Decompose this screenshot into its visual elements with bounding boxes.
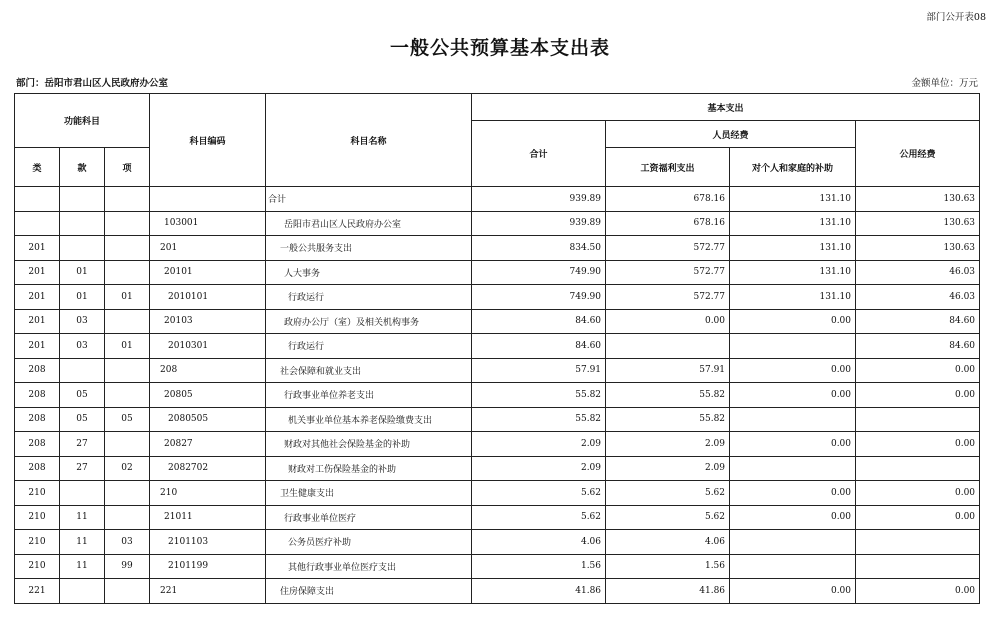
- cell-kuan: 27: [60, 456, 105, 481]
- cell-xiang: [105, 236, 150, 261]
- cell-code: 20101: [150, 260, 266, 285]
- table-row: [15, 260, 980, 285]
- cell-subsidy: [730, 334, 856, 359]
- cell-lei: 210: [15, 554, 60, 579]
- cell-lei: 201: [15, 285, 60, 310]
- cell-kuan: [60, 579, 105, 604]
- cell-name: 行政运行: [266, 285, 472, 310]
- table-row: [15, 554, 980, 579]
- cell-public: 84.60: [856, 334, 980, 359]
- cell-public: 0.00: [856, 432, 980, 457]
- cell-kuan: 11: [60, 505, 105, 530]
- cell-kuan: [60, 358, 105, 383]
- table-row: [15, 358, 980, 383]
- cell-subsidy: 0.00: [730, 358, 856, 383]
- table-row: [15, 236, 980, 261]
- cell-salary: 2.09: [606, 432, 730, 457]
- cell-total: 84.60: [472, 309, 606, 334]
- cell-kuan: [60, 481, 105, 506]
- cell-salary: 572.77: [606, 285, 730, 310]
- cell-name: 公务员医疗补助: [266, 530, 472, 555]
- cell-total: 84.60: [472, 334, 606, 359]
- cell-subsidy: 131.10: [730, 211, 856, 236]
- cell-subsidy: 0.00: [730, 309, 856, 334]
- cell-total: 55.82: [472, 383, 606, 408]
- cell-lei: 210: [15, 530, 60, 555]
- cell-total: 55.82: [472, 407, 606, 432]
- cell-xiang: [105, 481, 150, 506]
- table-row: [15, 383, 980, 408]
- table-row: [15, 530, 980, 555]
- cell-kuan: 27: [60, 432, 105, 457]
- header-total: 合计: [472, 121, 606, 187]
- cell-xiang: 01: [105, 285, 150, 310]
- table-row: [15, 407, 980, 432]
- cell-kuan: 03: [60, 334, 105, 359]
- cell-xiang: [105, 211, 150, 236]
- cell-subsidy: 0.00: [730, 432, 856, 457]
- cell-salary: [606, 334, 730, 359]
- cell-name: 一般公共服务支出: [266, 236, 472, 261]
- cell-code: 2082702: [150, 456, 266, 481]
- cell-lei: 201: [15, 236, 60, 261]
- cell-salary: 0.00: [606, 309, 730, 334]
- cell-lei: 210: [15, 505, 60, 530]
- cell-subsidy: 131.10: [730, 285, 856, 310]
- cell-total: 5.62: [472, 505, 606, 530]
- cell-name: 合计: [266, 187, 472, 212]
- cell-xiang: 03: [105, 530, 150, 555]
- cell-name: 住房保障支出: [266, 579, 472, 604]
- cell-lei: 208: [15, 432, 60, 457]
- cell-lei: 208: [15, 358, 60, 383]
- header-personnel: 人员经费: [606, 121, 856, 148]
- cell-code: 2010101: [150, 285, 266, 310]
- cell-name: 政府办公厅（室）及相关机构事务: [266, 309, 472, 334]
- cell-kuan: 05: [60, 383, 105, 408]
- table-row: [15, 211, 980, 236]
- header-func: 功能科目: [15, 94, 150, 148]
- cell-xiang: [105, 187, 150, 212]
- cell-kuan: [60, 236, 105, 261]
- cell-kuan: 11: [60, 530, 105, 555]
- table-row: [15, 456, 980, 481]
- header-kuan: 款: [60, 148, 105, 187]
- cell-total: 749.90: [472, 260, 606, 285]
- cell-total: 5.62: [472, 481, 606, 506]
- cell-salary: 572.77: [606, 236, 730, 261]
- cell-total: 2.09: [472, 456, 606, 481]
- cell-subsidy: 131.10: [730, 236, 856, 261]
- cell-name: 人大事务: [266, 260, 472, 285]
- cell-code: 21011: [150, 505, 266, 530]
- cell-lei: 208: [15, 383, 60, 408]
- cell-subsidy: 0.00: [730, 481, 856, 506]
- cell-public: [856, 407, 980, 432]
- cell-code: 20103: [150, 309, 266, 334]
- cell-total: 939.89: [472, 187, 606, 212]
- cell-total: 4.06: [472, 530, 606, 555]
- cell-code: 20827: [150, 432, 266, 457]
- cell-xiang: 05: [105, 407, 150, 432]
- cell-salary: 55.82: [606, 383, 730, 408]
- table-row: [15, 505, 980, 530]
- cell-xiang: 02: [105, 456, 150, 481]
- cell-salary: 41.86: [606, 579, 730, 604]
- cell-name: 财政对工伤保险基金的补助: [266, 456, 472, 481]
- table-body: [15, 187, 980, 604]
- cell-kuan: [60, 211, 105, 236]
- cell-xiang: 01: [105, 334, 150, 359]
- table-row: [15, 579, 980, 604]
- form-number: 部门公开表08: [926, 12, 986, 23]
- cell-subsidy: [730, 530, 856, 555]
- cell-total: 834.50: [472, 236, 606, 261]
- cell-public: 84.60: [856, 309, 980, 334]
- cell-salary: 57.91: [606, 358, 730, 383]
- table-row: [15, 187, 980, 212]
- cell-lei: 208: [15, 407, 60, 432]
- cell-name: 社会保障和就业支出: [266, 358, 472, 383]
- cell-lei: 221: [15, 579, 60, 604]
- page-title: 一般公共预算基本支出表: [389, 37, 610, 59]
- cell-name: 行政事业单位养老支出: [266, 383, 472, 408]
- cell-code: 2101199: [150, 554, 266, 579]
- cell-salary: 5.62: [606, 505, 730, 530]
- cell-public: 130.63: [856, 211, 980, 236]
- cell-xiang: [105, 309, 150, 334]
- unit-label: 金额单位：万元: [911, 78, 978, 89]
- cell-code: 20805: [150, 383, 266, 408]
- cell-public: 130.63: [856, 187, 980, 212]
- cell-xiang: [105, 358, 150, 383]
- cell-lei: 208: [15, 456, 60, 481]
- cell-code: 221: [150, 579, 266, 604]
- cell-total: 1.56: [472, 554, 606, 579]
- table-row: [15, 432, 980, 457]
- header-code: 科目编码: [150, 94, 266, 187]
- header-basic: 基本支出: [472, 94, 980, 121]
- cell-public: 0.00: [856, 383, 980, 408]
- cell-public: [856, 456, 980, 481]
- cell-salary: 2.09: [606, 456, 730, 481]
- cell-code: 208: [150, 358, 266, 383]
- cell-public: [856, 530, 980, 555]
- cell-kuan: 03: [60, 309, 105, 334]
- header-subsidy: 对个人和家庭的补助: [730, 148, 856, 187]
- cell-name: 行政事业单位医疗: [266, 505, 472, 530]
- cell-public: [856, 554, 980, 579]
- cell-public: 130.63: [856, 236, 980, 261]
- table-row: [15, 481, 980, 506]
- cell-total: 57.91: [472, 358, 606, 383]
- cell-subsidy: [730, 456, 856, 481]
- cell-subsidy: 0.00: [730, 505, 856, 530]
- cell-code: [150, 187, 266, 212]
- cell-salary: 572.77: [606, 260, 730, 285]
- cell-total: 749.90: [472, 285, 606, 310]
- cell-salary: 678.16: [606, 211, 730, 236]
- cell-xiang: [105, 260, 150, 285]
- cell-xiang: [105, 505, 150, 530]
- header-public: 公用经费: [856, 121, 980, 187]
- table-row: [15, 285, 980, 310]
- cell-kuan: 01: [60, 260, 105, 285]
- cell-salary: 4.06: [606, 530, 730, 555]
- cell-public: 46.03: [856, 285, 980, 310]
- cell-salary: 55.82: [606, 407, 730, 432]
- budget-table: [14, 93, 980, 604]
- cell-subsidy: 131.10: [730, 260, 856, 285]
- cell-kuan: [60, 187, 105, 212]
- cell-salary: 1.56: [606, 554, 730, 579]
- cell-xiang: [105, 383, 150, 408]
- cell-total: 41.86: [472, 579, 606, 604]
- cell-lei: [15, 211, 60, 236]
- cell-subsidy: 0.00: [730, 383, 856, 408]
- cell-name: 岳阳市君山区人民政府办公室: [266, 211, 472, 236]
- header-name: 科目名称: [266, 94, 472, 187]
- cell-salary: 678.16: [606, 187, 730, 212]
- cell-code: 201: [150, 236, 266, 261]
- cell-xiang: [105, 432, 150, 457]
- table-row: [15, 309, 980, 334]
- cell-salary: 5.62: [606, 481, 730, 506]
- cell-code: 2101103: [150, 530, 266, 555]
- cell-subsidy: 0.00: [730, 579, 856, 604]
- cell-name: 卫生健康支出: [266, 481, 472, 506]
- cell-lei: [15, 187, 60, 212]
- cell-lei: 201: [15, 309, 60, 334]
- cell-kuan: 05: [60, 407, 105, 432]
- cell-lei: 201: [15, 260, 60, 285]
- cell-public: 46.03: [856, 260, 980, 285]
- cell-subsidy: [730, 407, 856, 432]
- header-salary: 工资福利支出: [606, 148, 730, 187]
- header-xiang: 项: [105, 148, 150, 187]
- cell-name: 机关事业单位基本养老保险缴费支出: [266, 407, 472, 432]
- cell-public: 0.00: [856, 579, 980, 604]
- cell-name: 财政对其他社会保险基金的补助: [266, 432, 472, 457]
- cell-name: 行政运行: [266, 334, 472, 359]
- cell-subsidy: [730, 554, 856, 579]
- cell-lei: 201: [15, 334, 60, 359]
- cell-code: 2010301: [150, 334, 266, 359]
- department-label: 部门：岳阳市君山区人民政府办公室: [16, 78, 169, 89]
- cell-xiang: [105, 579, 150, 604]
- cell-public: 0.00: [856, 481, 980, 506]
- header-lei: 类: [15, 148, 60, 187]
- cell-kuan: 11: [60, 554, 105, 579]
- cell-total: 939.89: [472, 211, 606, 236]
- cell-kuan: 01: [60, 285, 105, 310]
- cell-name: 其他行政事业单位医疗支出: [266, 554, 472, 579]
- cell-code: 210: [150, 481, 266, 506]
- cell-total: 2.09: [472, 432, 606, 457]
- cell-public: 0.00: [856, 358, 980, 383]
- cell-code: 103001: [150, 211, 266, 236]
- cell-code: 2080505: [150, 407, 266, 432]
- cell-subsidy: 131.10: [730, 187, 856, 212]
- cell-lei: 210: [15, 481, 60, 506]
- cell-public: 0.00: [856, 505, 980, 530]
- table-row: [15, 334, 980, 359]
- cell-xiang: 99: [105, 554, 150, 579]
